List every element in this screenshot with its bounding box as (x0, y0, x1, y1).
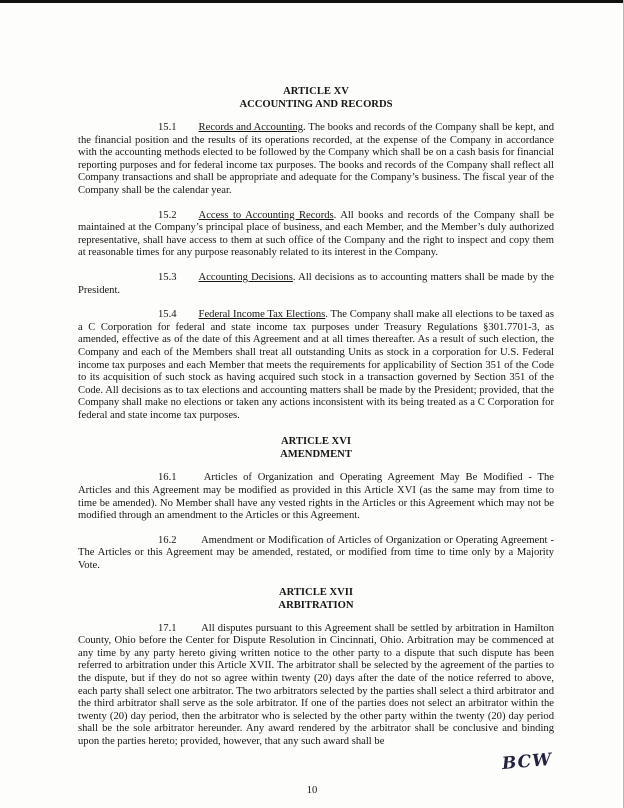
scan-edge-artifact (0, 0, 624, 3)
section-number: 16.1 (158, 472, 177, 484)
section-heading-punct: . (325, 309, 328, 321)
section-number: 15.1 (158, 122, 177, 133)
section-number: 17.1 (158, 622, 177, 634)
article-title: ARTICLE XV (283, 86, 349, 97)
section-heading-punct: . (333, 209, 337, 221)
article-subtitle: ARBITRATION (278, 599, 354, 611)
section-number: 15.4 (158, 309, 177, 321)
section-number: 16.2 (158, 534, 177, 546)
section-heading: Federal Income Tax Elections (198, 309, 326, 321)
section-15-1 (78, 122, 554, 198)
article-subtitle: AMENDMENT (280, 449, 352, 461)
handwritten-initials: BCW (500, 749, 553, 775)
article-subtitle: ACCOUNTING AND RECORDS (239, 99, 393, 110)
section-body: The Company shall make all elections to be taxed as a C Corporation for federal and state income tax purposes under Treasury Regulations §301.7701-3, as amended, effective as of the date of this Agreement and at all times thereafter. As a result of such election, the Company and each of the Members shall treat all outstanding Units as stock in a corporation for U.S. Federal income tax purposes and each Member that meets the requirements for applicability of Section 351 of the Code to its acquisition of such stock as having acquired such stock in a transaction governed by Section 351 of the Code. All decisions as to tax elections and accounting matters shall be made by the President; provided, that the Company shall make no elections or taken any actions inconsistent with its being treated as a C Corporation for federal and state income tax purposes. (78, 309, 555, 421)
section-15-4 (78, 309, 554, 422)
article-xvi-heading (78, 435, 554, 461)
section-heading: Accounting Decisions (198, 271, 293, 283)
section-16-2 (78, 535, 554, 573)
page-number: 10 (306, 785, 318, 796)
section-body: Articles of Organization and Operating Agreement May Be Modified - The Articles and this Agreement may be modified as provided in this Article XVI (as the same may from time to time be amended). No Member shall have any vested rights in the Articles or this Agreement which may not be modified through an amendment to the Articles or this Agreement. (78, 472, 554, 522)
article-title: ARTICLE XVI (281, 436, 351, 448)
section-heading: Access to Accounting Records (198, 209, 334, 221)
section-body: All books and records of the Company shall be maintained at the Company’s principal place of business, and each Member, and the Member’s duly authorized representative, shall have access to them at such office of the Company and the right to inspect and copy them at reasonable times for any purpose reasonably related to its interest in the Company. (78, 209, 554, 259)
article-xv-heading (78, 85, 554, 111)
section-body: All decisions as to accounting matters shall be made by the President. (78, 271, 554, 296)
page-content (78, 72, 554, 761)
section-body: All disputes pursuant to this Agreement shall be settled by arbitration in Hamilton County, Ohio before the Center for Dispute Resolution in Cincinnati, Ohio. Arbitration may be commenced at any time by any party hereto giving written notice to the other party to a dispute that such dispute has been referred to arbitration under this Article XVII. The arbitrator shall be selected by the agreement of the parties to the dispute, but if they do not so agree within twenty (20) days after the date of the notice referred to above, each party shall select one arbitrator. The two arbitrators selected by the parties shall select a third arbitrator and the third arbitrator shall serve as the sole arbitrator. If one of the parties does not select an arbitrator within the twenty (20) day period, then the arbitrator who is selected by the other party within the twenty (20) day period shall be the sole arbitrator hereunder. Any award rendered by the arbitrator shall be conclusive and binding upon the parties hereto; provided, however, that any such award shall be (78, 622, 554, 747)
section-16-1 (78, 472, 554, 522)
article-xvii-heading (78, 586, 554, 612)
article-title: ARTICLE XVII (278, 586, 354, 598)
section-heading-punct: . (303, 122, 306, 133)
section-body: Amendment or Modification of Articles of Organization or Operating Agreement - The Articles or this Agreement may be amended, restated, or modified from time to time only by a Majority Vote. (78, 534, 554, 572)
section-number: 15.3 (158, 271, 177, 283)
section-15-3 (78, 272, 554, 297)
section-heading: Records and Accounting (198, 122, 304, 133)
section-number: 15.2 (158, 209, 177, 221)
section-17-1 (78, 623, 554, 749)
section-15-2 (78, 210, 554, 260)
section-body: The books and records of the Company shall be kept, and the financial position and the results of its operations recorded, at the expense of the Company in accordance with the accounting methods elected to be followed by the Company which shall be on a cash basis for financial reporting purposes and for federal income tax purposes. The books and records of the Company shall reflect all Company transactions and shall be appropriate and adequate for the Company’s business. The fiscal year of the Company shall be the calendar year. (78, 122, 554, 196)
section-heading-punct: . (292, 271, 296, 283)
